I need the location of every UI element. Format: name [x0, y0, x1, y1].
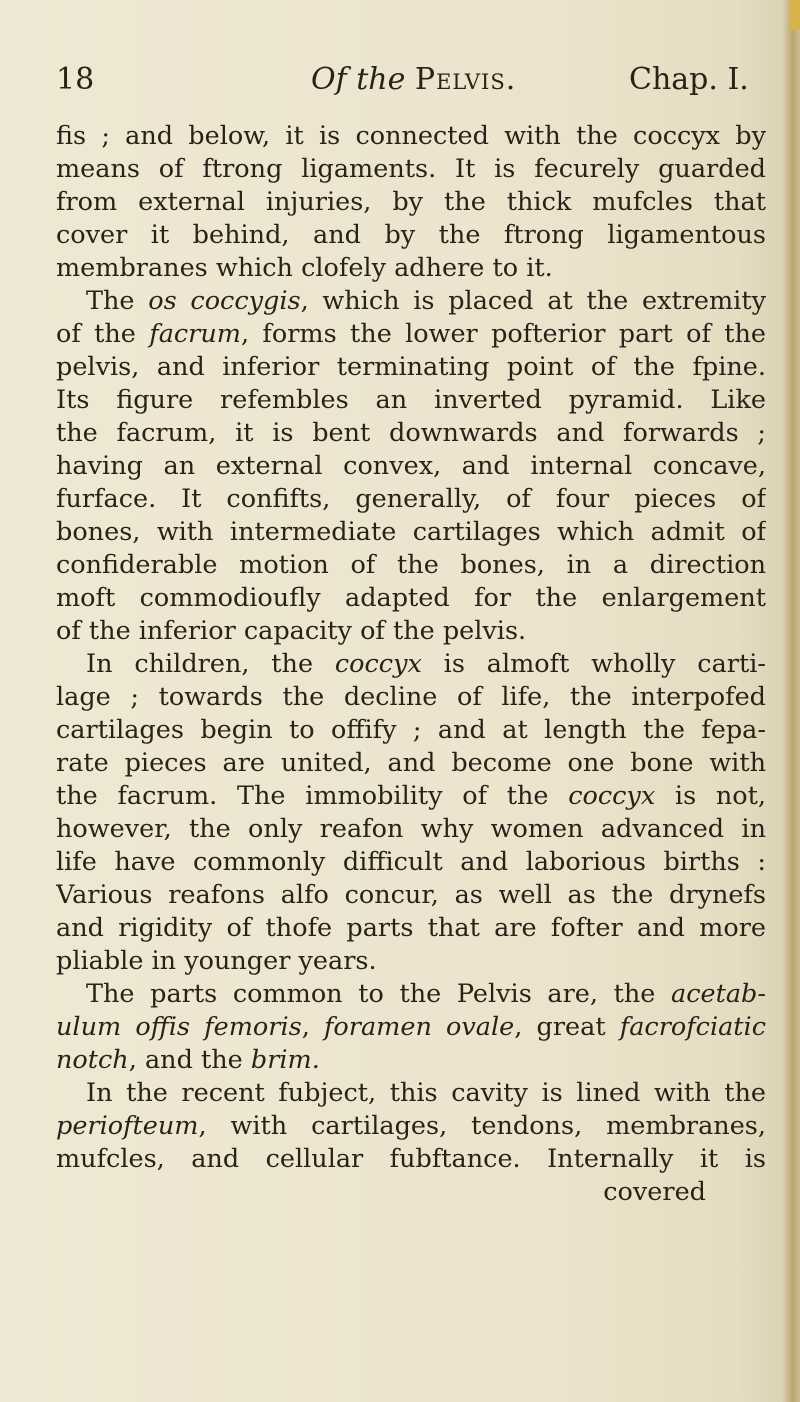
text-run: bones, with intermediate cartilages which admit of: [56, 517, 766, 547]
text-line: [56, 219, 766, 252]
italic-term: foramen ovale: [323, 1012, 515, 1042]
text-run: the facrum, it is bent downwards and forwards ;: [56, 418, 766, 448]
text-line: [56, 978, 766, 1011]
text-run: furface. It confifts, generally, of four pieces of: [56, 484, 766, 514]
text-line: [56, 714, 766, 747]
text-run: cover it behind, and by the ftrong ligamentous: [56, 220, 766, 250]
text-line: [56, 318, 766, 351]
italic-term: facrum: [149, 319, 241, 349]
text-line: [56, 450, 766, 483]
text-run: In the recent fubject, this cavity is lined with the: [86, 1078, 766, 1108]
italic-term: os coccygis: [148, 286, 301, 316]
text-line: [56, 1044, 766, 1077]
italic-term: coccyx: [334, 649, 422, 679]
text-run: cartilages begin to offify ; and at length the fepa-: [56, 715, 766, 745]
running-title-italic: Of the: [311, 62, 406, 97]
text-line: [56, 582, 766, 615]
text-run: Its figure refembles an inverted pyramid. Like: [56, 385, 766, 415]
text-run: , which is placed at the extremity: [300, 286, 766, 316]
text-line: [56, 384, 766, 417]
text-line: [56, 780, 766, 813]
text-line: [56, 186, 766, 219]
text-run: is not,: [655, 781, 766, 811]
running-title-caps: Pelvis.: [414, 62, 517, 97]
text-run: mufcles, and cellular fubftance. Internally it is: [56, 1144, 766, 1174]
text-run: , great: [514, 1012, 620, 1042]
text-run: , and the: [128, 1045, 251, 1075]
italic-term: ulum offis femoris: [56, 1012, 302, 1042]
text-line: [56, 120, 766, 153]
text-run: pelvis, and inferior terminating point of the fpine.: [56, 352, 766, 382]
text-run: ,: [301, 1012, 324, 1042]
chapter-label: Chap. I.: [629, 62, 749, 97]
text-run: moft commodioufly adapted for the enlargement: [56, 583, 766, 613]
text-run: membranes which clofely adhere to it.: [56, 253, 553, 283]
text-line: [56, 549, 766, 582]
text-line: [56, 648, 766, 681]
catchword: [56, 1176, 766, 1209]
text-line: [56, 912, 766, 945]
text-line: [56, 351, 766, 384]
text-run: means of ftrong ligaments. It is fecurely guarded: [56, 154, 766, 184]
text-line: [56, 252, 766, 285]
text-run: from external injuries, by the thick mufcles that: [56, 187, 766, 217]
text-line: [56, 879, 766, 912]
text-line: [56, 945, 766, 978]
italic-term: coccyx: [568, 781, 656, 811]
text-line: [56, 1077, 766, 1110]
running-header: [56, 60, 756, 100]
text-run: rate pieces are united, and become one bone with: [56, 748, 766, 778]
text-line: [56, 483, 766, 516]
text-line: [56, 681, 766, 714]
text-line: [56, 747, 766, 780]
running-title: [311, 60, 516, 100]
italic-term: periofteum: [56, 1111, 199, 1141]
text-run: is almoft wholly carti-: [421, 649, 766, 679]
text-run: confiderable motion of the bones, in a direction: [56, 550, 766, 580]
body-text: [56, 120, 766, 1209]
text-line: [56, 1143, 766, 1176]
italic-term: acetab-: [671, 979, 766, 1009]
page-number: 18: [56, 62, 95, 97]
text-run: having an external convex, and internal concave,: [56, 451, 766, 481]
page-edge-marker: [790, 0, 800, 30]
text-run: however, the only reafon why women advanced in: [56, 814, 766, 844]
text-line: [56, 615, 766, 648]
text-line: [56, 153, 766, 186]
text-run: fis ; and below, it is connected with the coccyx by: [56, 121, 766, 151]
text-run: lage ; towards the decline of life, the interpofed: [56, 682, 766, 712]
text-line: [56, 1110, 766, 1143]
text-run: life have commonly difficult and laborious births :: [56, 847, 766, 877]
page-edge: [782, 0, 800, 1402]
text-line: [56, 813, 766, 846]
text-line: [56, 285, 766, 318]
text-run: the facrum. The immobility of the: [56, 781, 569, 811]
italic-term: notch: [56, 1045, 129, 1075]
italic-term: facrofciatic: [619, 1012, 766, 1042]
text-line: [56, 1011, 766, 1044]
text-run: pliable in younger years.: [56, 946, 377, 976]
text-run: and rigidity of thofe parts that are fofter and more: [56, 913, 766, 943]
text-run: In children, the: [86, 649, 335, 679]
italic-term: brim.: [250, 1045, 320, 1075]
text-run: , with cartilages, tendons, membranes,: [198, 1111, 766, 1141]
text-run: covered: [603, 1177, 706, 1207]
text-line: [56, 846, 766, 879]
text-line: [56, 417, 766, 450]
text-run: of the inferior capacity of the pelvis.: [56, 616, 527, 646]
text-run: , forms the lower pofterior part of the: [240, 319, 766, 349]
text-line: [56, 516, 766, 549]
text-run: Various reafons alfo concur, as well as the drynefs: [56, 880, 766, 910]
text-run: The: [86, 286, 149, 316]
text-run: of the: [56, 319, 150, 349]
text-run: The parts common to the Pelvis are, the: [86, 979, 672, 1009]
